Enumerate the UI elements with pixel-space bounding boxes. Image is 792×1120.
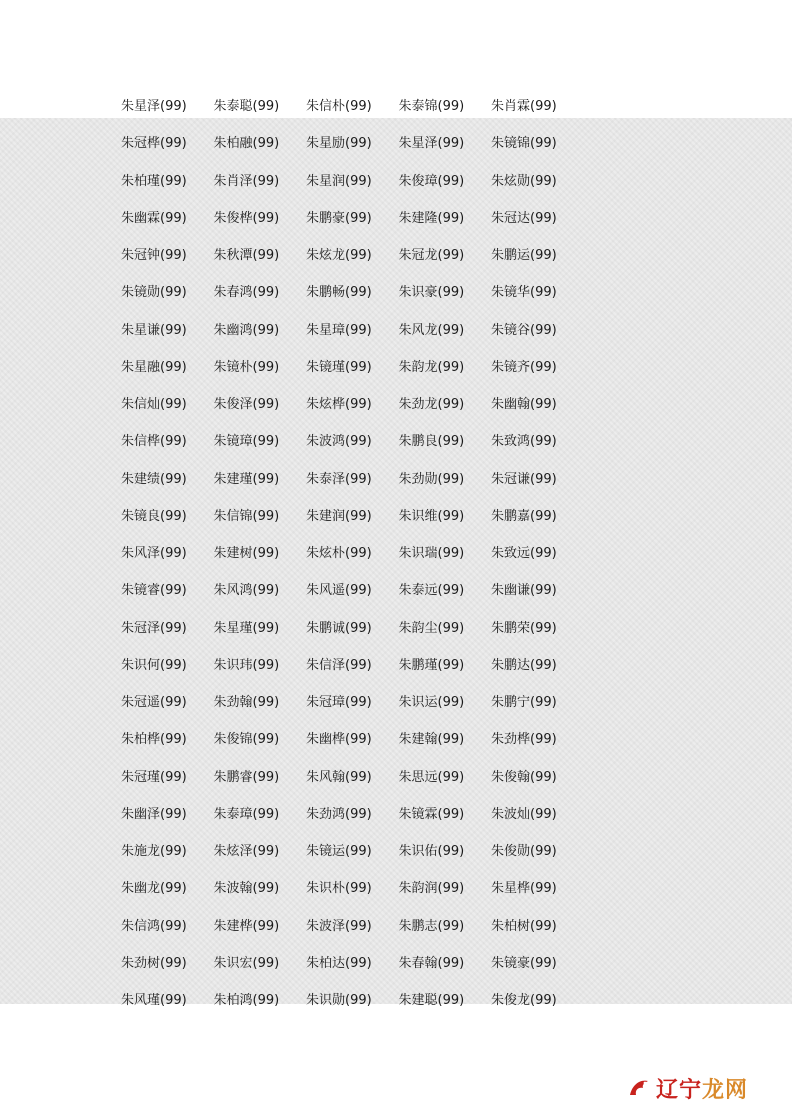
name-entry: 朱信桦(99)	[121, 434, 187, 450]
name-entry: 朱幽翰(99)	[491, 397, 557, 412]
name-entry: 朱星泽(99)	[398, 136, 465, 152]
name-entry: 朱冠璋(99)	[306, 695, 372, 710]
name-entry: 朱鹏达(99)	[491, 657, 557, 673]
name-entry: 朱春翰(99)	[398, 955, 465, 971]
name-entry: 朱鹏荣(99)	[491, 620, 557, 636]
name-entry: 朱识瑞(99)	[398, 546, 465, 561]
name-entry: 朱劲鸿(99)	[306, 806, 372, 822]
name-entry: 朱冠龙(99)	[398, 248, 465, 263]
name-entry: 朱俊锦(99)	[213, 732, 280, 748]
name-entry: 朱冠泽(99)	[121, 620, 187, 636]
name-entry: 朱建隆(99)	[398, 210, 465, 226]
name-entry: 朱俊桦(99)	[213, 210, 280, 226]
name-entry: 朱致鸿(99)	[491, 434, 557, 450]
name-entry: 朱信泽(99)	[306, 657, 372, 673]
watermark-text-part-2: 龙网	[702, 1076, 749, 1103]
name-entry: 朱柏瑾(99)	[121, 173, 187, 189]
name-entry: 朱镜齐(99)	[491, 359, 557, 375]
name-entry: 朱冠遥(99)	[121, 695, 187, 710]
name-entry: 朱鹏志(99)	[398, 918, 465, 934]
name-entry: 朱炫勋(99)	[491, 173, 557, 189]
name-entry: 朱肖泽(99)	[213, 173, 280, 189]
name-entry: 朱镜谷(99)	[491, 322, 557, 338]
name-entry: 朱俊璋(99)	[398, 173, 465, 189]
name-entry: 朱劲翰(99)	[213, 695, 280, 710]
watermark-text	[656, 1073, 748, 1104]
name-entry: 朱泰远(99)	[398, 583, 465, 599]
name-entry: 朱建瑾(99)	[213, 471, 280, 487]
name-entry: 朱星谦(99)	[121, 322, 187, 338]
name-entry: 朱信灿(99)	[121, 397, 187, 412]
name-entry: 朱鹏宁(99)	[491, 695, 557, 710]
name-entry: 朱鹏嘉(99)	[491, 508, 557, 524]
name-entry: 朱识豪(99)	[398, 285, 465, 301]
name-entry: 朱鹏豪(99)	[306, 210, 372, 226]
name-entry: 朱炫泽(99)	[213, 844, 280, 859]
name-entry: 朱风龙(99)	[398, 322, 465, 338]
name-entry: 朱幽谦(99)	[491, 583, 557, 599]
name-entry: 朱秋潭(99)	[213, 248, 280, 263]
name-entry: 朱鹏诚(99)	[306, 620, 372, 636]
name-entry: 朱识运(99)	[398, 695, 465, 710]
name-entry: 朱镜睿(99)	[121, 583, 187, 599]
name-entry: 朱劲龙(99)	[398, 397, 465, 412]
name-entry: 朱冠达(99)	[491, 210, 557, 226]
name-entry: 朱俊勋(99)	[491, 844, 557, 859]
name-entry: 朱泰璋(99)	[213, 806, 280, 822]
name-entry: 朱思远(99)	[398, 769, 465, 785]
name-entry: 朱韵润(99)	[398, 881, 465, 897]
name-entry: 朱劲树(99)	[121, 955, 187, 971]
name-entry: 朱冠桦(99)	[121, 136, 187, 152]
name-entry: 朱波灿(99)	[491, 806, 557, 822]
name-entry: 朱波泽(99)	[306, 918, 372, 934]
name-entry: 朱星瑾(99)	[213, 620, 280, 636]
name-entry: 朱镜勋(99)	[121, 285, 187, 301]
name-entry: 朱泰聪(99)	[213, 99, 280, 114]
name-entry: 朱炫龙(99)	[306, 248, 372, 263]
name-entry: 朱信鸿(99)	[121, 918, 187, 934]
name-entry: 朱星泽(99)	[121, 99, 187, 114]
name-entry: 朱鹏运(99)	[491, 248, 557, 263]
name-entry: 朱识维(99)	[398, 508, 465, 524]
name-entry: 朱建桦(99)	[213, 918, 280, 934]
name-entry: 朱星励(99)	[306, 136, 372, 152]
name-entry: 朱风翰(99)	[306, 769, 372, 785]
name-entry: 朱识勋(99)	[306, 993, 372, 1008]
name-entry: 朱星桦(99)	[491, 881, 557, 897]
name-entry: 朱识何(99)	[121, 657, 187, 673]
name-entry: 朱致远(99)	[491, 546, 557, 561]
name-entry: 朱建树(99)	[213, 546, 280, 561]
watermark-text-part-1: 辽宁	[656, 1076, 703, 1103]
name-entry: 朱幽桦(99)	[306, 732, 372, 748]
name-entry: 朱镜华(99)	[491, 285, 557, 301]
name-entry: 朱幽霖(99)	[121, 210, 187, 226]
name-entry: 朱劲勋(99)	[398, 471, 465, 487]
name-entry: 朱柏达(99)	[306, 955, 372, 971]
name-entry: 朱春鸿(99)	[213, 285, 280, 301]
site-watermark[interactable]	[626, 1068, 766, 1108]
name-entry: 朱镜豪(99)	[491, 955, 557, 971]
name-entry: 朱泰锦(99)	[398, 99, 465, 114]
name-entry: 朱幽鸿(99)	[213, 322, 280, 338]
name-entry: 朱镜朴(99)	[213, 359, 280, 375]
name-entry: 朱韵龙(99)	[398, 359, 465, 375]
name-entry: 朱柏树(99)	[491, 918, 557, 934]
name-entry: 朱泰泽(99)	[306, 471, 372, 487]
name-entry: 朱俊龙(99)	[491, 993, 557, 1008]
name-entry: 朱镜锦(99)	[491, 136, 557, 152]
name-entry: 朱炫朴(99)	[306, 546, 372, 561]
name-entry: 朱鹏睿(99)	[213, 769, 280, 785]
name-entry: 朱鹏良(99)	[398, 434, 465, 450]
name-entry: 朱鹏瑾(99)	[398, 657, 465, 673]
name-entry: 朱柏桦(99)	[121, 732, 187, 748]
name-entry: 朱镜运(99)	[306, 844, 372, 859]
name-entry: 朱冠谦(99)	[491, 471, 557, 487]
name-entry: 朱柏鸿(99)	[213, 993, 280, 1008]
name-entry: 朱俊泽(99)	[213, 397, 280, 412]
name-entry: 朱鹏畅(99)	[306, 285, 372, 301]
dragon-logo-icon	[626, 1075, 652, 1101]
name-entry: 朱幽泽(99)	[121, 806, 187, 822]
name-entry: 朱信锦(99)	[213, 508, 280, 524]
name-entry: 朱俊翰(99)	[491, 769, 557, 785]
name-entry: 朱风瑾(99)	[121, 993, 187, 1008]
name-entry: 朱建翰(99)	[398, 732, 465, 748]
name-list	[121, 98, 584, 1029]
name-entry: 朱信朴(99)	[306, 99, 372, 114]
name-entry: 朱炫桦(99)	[306, 397, 372, 412]
name-entry: 朱冠钟(99)	[121, 248, 187, 263]
name-entry: 朱识宏(99)	[213, 955, 280, 971]
name-entry: 朱镜良(99)	[121, 508, 187, 524]
name-entry: 朱识佑(99)	[398, 844, 465, 859]
name-entry: 朱识朴(99)	[306, 881, 372, 897]
name-entry: 朱风遥(99)	[306, 583, 372, 599]
name-entry: 朱柏融(99)	[213, 136, 280, 152]
name-entry: 朱波翰(99)	[213, 881, 280, 897]
name-entry: 朱风泽(99)	[121, 546, 187, 561]
name-entry: 朱星璋(99)	[306, 322, 372, 338]
name-entry: 朱建聪(99)	[398, 993, 465, 1008]
name-entry: 朱劲桦(99)	[491, 732, 557, 748]
name-entry: 朱施龙(99)	[121, 844, 187, 859]
name-entry: 朱建绩(99)	[121, 471, 187, 487]
name-entry: 朱波鸿(99)	[306, 434, 372, 450]
name-entry: 朱识玮(99)	[213, 657, 280, 673]
name-entry: 朱韵尘(99)	[398, 620, 465, 636]
name-entry: 朱星润(99)	[306, 173, 372, 189]
name-entry: 朱肖霖(99)	[491, 99, 557, 114]
name-entry: 朱镜霖(99)	[398, 806, 465, 822]
name-entry: 朱风鸿(99)	[213, 583, 280, 599]
name-entry: 朱幽龙(99)	[121, 881, 187, 897]
name-entry: 朱建润(99)	[306, 508, 372, 524]
name-entry: 朱镜瑾(99)	[306, 359, 372, 375]
name-entry: 朱星融(99)	[121, 359, 187, 375]
name-entry: 朱冠瑾(99)	[121, 769, 187, 785]
name-entry: 朱镜璋(99)	[213, 434, 280, 450]
